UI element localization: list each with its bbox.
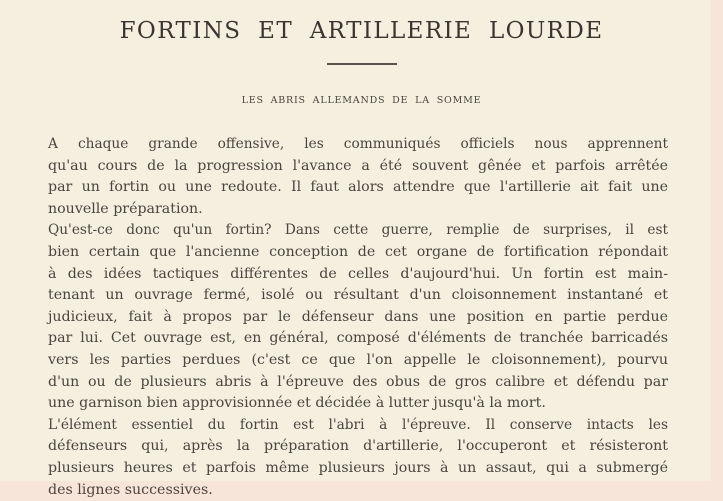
text-line: Qu'est-ce donc qu'un fortin? Dans cette guerre, remplie de surprises, il est [26, 220, 668, 242]
text-line: d'un ou de plusieurs abris à l'épreuve des obus de gros calibre et défendu par [26, 372, 668, 394]
text-line: judicieux, fait à propos par le défenseur dans une position en partie perdue [26, 307, 668, 329]
text-line: une garnison bien approvisionnée et décidée à lutter jusqu'à la mort. [26, 393, 668, 415]
text-line: plusieurs heures et parfois même plusieurs jours à un assaut, qui a submergé [26, 458, 668, 480]
text-line: défenseurs qui, après la préparation d'artillerie, l'occuperont et résisteront [26, 436, 668, 458]
paragraph [26, 220, 668, 414]
article-body [26, 134, 668, 501]
text-line: par lui. Cet ouvrage est, en général, composé d'éléments de tranchée barricadés [26, 328, 668, 350]
text-line: des lignes successives. [26, 480, 668, 501]
text-line: A chaque grande offensive, les communiqués officiels nous apprennent [26, 134, 668, 156]
text-line: L'élément essentiel du fortin est l'abri à l'épreuve. Il conserve intacts les [26, 415, 668, 437]
text-line: bien certain que l'ancienne conception de cet organe de fortification répondait [26, 242, 668, 264]
text-line: qu'au cours de la progression l'avance a été souvent gênée et parfois arrêtée [26, 156, 668, 178]
text-line: tenant un ouvrage fermé, isolé ou résultant d'un cloisonnement instantané et [26, 285, 668, 307]
paragraph [26, 415, 668, 501]
text-line: vers les parties perdues (c'est ce que l'on appelle le cloisonnement), pourvu [26, 350, 668, 372]
section-subtitle: LES ABRIS ALLEMANDS DE LA SOMME [0, 95, 723, 106]
text-line: nouvelle préparation. [26, 199, 668, 221]
text-line: à des idées tactiques différentes de celles d'aujourd'hui. Un fortin est main- [26, 264, 668, 286]
text-line: par un fortin ou une redoute. Il faut alors attendre que l'artillerie ait fait une [26, 177, 668, 199]
page-title: FORTINS ET ARTILLERIE LOURDE [0, 18, 723, 44]
title-divider [327, 63, 397, 65]
paragraph [26, 134, 668, 220]
